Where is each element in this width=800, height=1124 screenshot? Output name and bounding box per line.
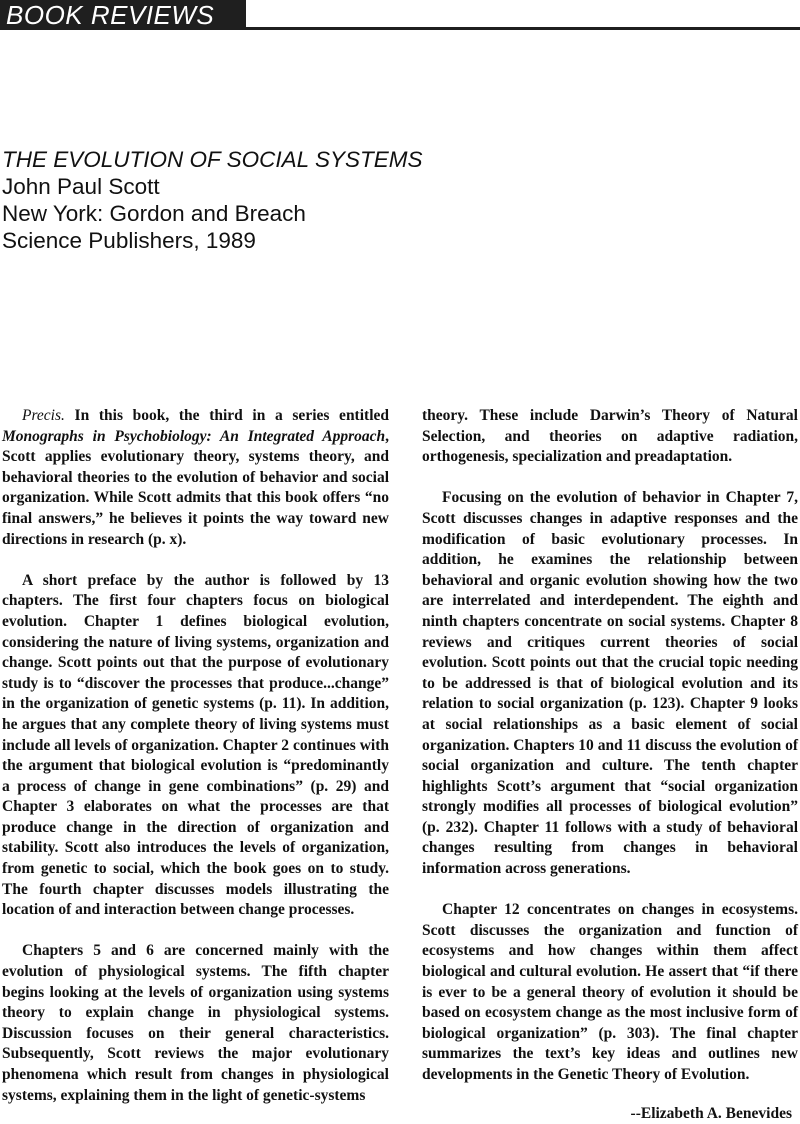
book-author: John Paul Scott bbox=[2, 174, 160, 199]
precis-paragraph bbox=[2, 406, 389, 550]
left-column bbox=[2, 406, 389, 1106]
paragraph-chapters-5-6: Chapters 5 and 6 are concerned mainly with the evolution of physiological systems. The fifth chapter begins looking at the levels of organization using systems theory to explain change in physiological systems. Discussion focuses on their general characteristics. Subsequently, Scott reviews the major evolutionary phenomena which result from changes in physiological systems, explaining them in the light of genetic-systems bbox=[2, 942, 389, 1104]
section-banner: BOOK REVIEWS bbox=[0, 0, 246, 30]
paragraph-chapters-1-4: A short preface by the author is followed by 13 chapters. The first four chapters focus on biological evolution. Chapter 1 defines biological evolution, considering the nature of living systems, organization and change. Scott points out that the purpose of evolutionary study is to “discover the processes that produce...change” in the organization of genetic systems (p. 11). In addition, he argues that any complete theory of living systems must include all levels of organization. Chapter 2 continues with the argument that biological evolution is “predominantly a process of change in gene combinations” (p. 29) and Chapter 3 elaborates on what the processes are that produce change in the direction of organization and stability. Scott also introduces the levels of organization, from genetic to social, which the book goes on to study. The fourth chapter discusses models illustrating the location of and interaction between change processes. bbox=[2, 571, 389, 919]
precis-label: Precis. bbox=[22, 407, 65, 424]
book-citation bbox=[2, 146, 562, 254]
publisher-line-1: New York: Gordon and Breach bbox=[2, 201, 306, 226]
book-title: THE EVOLUTION OF SOCIAL SYSTEMS bbox=[2, 147, 423, 172]
precis-text-a: In this book, the third in a series entitled bbox=[64, 407, 389, 424]
reviewer-signature: --Elizabeth A. Benevides bbox=[630, 1104, 792, 1122]
precis-text-b: , Scott applies evolutionary theory, systems theory, and behavioral theories to the evolution of behavior and social organization. While Scott admits that this book offers “no final answers,” he believes it points the way toward new directions in research (p. x). bbox=[2, 427, 389, 548]
right-column bbox=[422, 406, 798, 1124]
publisher-line-2: Science Publishers, 1989 bbox=[2, 228, 256, 253]
banner-rule bbox=[240, 27, 800, 30]
paragraph-chapters-5-6-continued: theory. These include Darwin’s Theory of Natural Selection, and theories on adaptive radiation, orthogenesis, specialization and preadaptation. bbox=[422, 407, 798, 466]
paragraph-chapters-12-13: Chapter 12 concentrates on changes in ecosystems. Scott discusses the organization and function of ecosystems and how changes within them affect biological and cultural evolution. He assert that “if there is ever to be a general theory of evolution it should be based on ecosystem change as the most inclusive form of biological organization” (p. 303). The final chapter summarizes the text’s key ideas and outlines new developments in the Genetic Theory of Evolution. bbox=[422, 901, 798, 1083]
paragraph-chapters-7-11: Focusing on the evolution of behavior in Chapter 7, Scott discusses changes in adaptive responses and the modification of basic evolutionary processes. In addition, he examines the relationship between behavioral and organic evolution showing how the two are interrelated and interdependent. The eighth and ninth chapters concentrate on social systems. Chapter 8 reviews and critiques current theories of social evolution. Scott points out that the crucial topic needing to be addressed is that of biological evolution and its relation to social organization (p. 123). Chapter 9 looks at social relationships as a basic element of social organization. Chapters 10 and 11 discuss the evolution of social organization and culture. The tenth chapter highlights Scott’s argument that “social organization strongly modifies all processes of biological evolution” (p. 232). Chapter 11 follows with a study of behavioral changes resulting from changes in behavioral information across generations. bbox=[422, 489, 798, 878]
series-title: Monographs in Psychobiology: An Integrated Approach bbox=[2, 427, 386, 445]
